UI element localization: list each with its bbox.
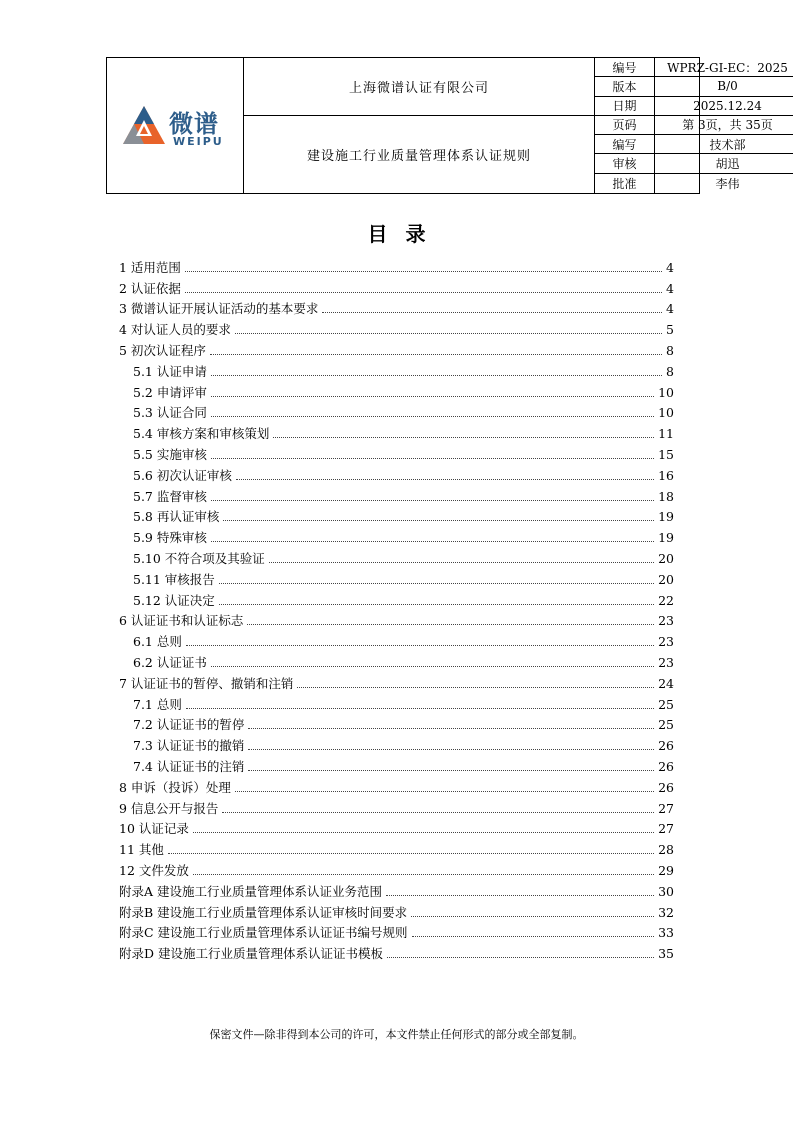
header-row-label: 批准 xyxy=(595,174,655,193)
toc-entry-page: 26 xyxy=(658,758,674,774)
toc-dot-leader xyxy=(185,292,662,293)
table-of-contents xyxy=(119,255,674,962)
toc-dot-leader xyxy=(193,832,654,833)
toc-dot-leader xyxy=(223,520,654,521)
toc-dot-leader xyxy=(412,936,655,937)
toc-entry-title: 5.2 申请评审 xyxy=(133,384,207,400)
toc-entry-title: 7.1 总则 xyxy=(133,696,182,712)
toc-dot-leader xyxy=(235,791,654,792)
company-name: 上海微谱认证有限公司 xyxy=(244,58,594,116)
header-row xyxy=(595,174,793,193)
toc-entry-title: 附录D 建设施工行业质量管理体系认证证书模板 xyxy=(119,946,383,962)
header-row-value: 技术部 xyxy=(709,137,746,152)
toc-entry-title: 2 认证依据 xyxy=(119,280,181,296)
confidential-footer: 保密文件—除非得到本公司的许可，本文件禁止任何形式的部分或全部复制。 xyxy=(209,1028,584,1041)
toc-dot-leader xyxy=(219,604,654,605)
toc-entry-page: 23 xyxy=(658,654,674,670)
toc-entry[interactable] xyxy=(119,775,674,796)
header-row-value: 第 3页，共 35页 xyxy=(682,118,773,133)
header-row-label: 日期 xyxy=(595,97,655,115)
header-row xyxy=(595,58,793,77)
header-row xyxy=(595,97,793,116)
header-row-label: 页码 xyxy=(595,116,655,134)
toc-title: 目录 xyxy=(367,222,444,246)
toc-entry-title: 5.6 初次认证审核 xyxy=(133,467,232,483)
toc-entry-page: 28 xyxy=(658,842,674,858)
header-middle xyxy=(244,58,595,193)
toc-entry-page: 16 xyxy=(658,467,674,483)
toc-entry-title: 11 其他 xyxy=(119,842,164,858)
toc-entry[interactable] xyxy=(119,338,674,359)
toc-entry-page: 23 xyxy=(658,613,674,629)
header-row xyxy=(595,116,793,135)
toc-entry-title: 5.11 审核报告 xyxy=(133,571,215,587)
logo-en-text: WEIPU xyxy=(173,135,224,148)
toc-entry[interactable] xyxy=(119,921,674,942)
header-row-value: WPRZ-GI-EC：2025 xyxy=(667,60,788,75)
toc-entry-page: 27 xyxy=(658,821,674,837)
toc-entry-page: 35 xyxy=(658,946,674,962)
toc-dot-leader xyxy=(168,853,654,854)
toc-dot-leader xyxy=(222,812,654,813)
toc-dot-leader xyxy=(186,645,654,646)
header-row xyxy=(595,77,793,96)
toc-entry-page: 4 xyxy=(666,280,674,296)
toc-entry-title: 4 对认证人员的要求 xyxy=(119,322,231,338)
toc-entry-title: 5.4 审核方案和审核策划 xyxy=(133,426,270,442)
toc-dot-leader xyxy=(235,333,662,334)
toc-entry-page: 26 xyxy=(658,738,674,754)
toc-entry-page: 32 xyxy=(658,904,674,920)
toc-entry-title: 5.7 监督审核 xyxy=(133,488,207,504)
toc-entry-title: 5.8 再认证审核 xyxy=(133,509,220,525)
toc-entry-title: 附录A 建设施工行业质量管理体系认证业务范围 xyxy=(119,883,383,899)
toc-entry-page: 19 xyxy=(658,509,674,525)
toc-dot-leader xyxy=(186,708,654,709)
toc-entry-page: 25 xyxy=(658,717,674,733)
toc-dot-leader xyxy=(248,770,654,771)
toc-entry-title: 5.12 认证决定 xyxy=(133,592,215,608)
toc-entry-page: 25 xyxy=(658,696,674,712)
toc-entry[interactable] xyxy=(119,609,674,630)
toc-entry[interactable] xyxy=(119,401,674,422)
header-row-value: 2025.12.24 xyxy=(693,98,762,113)
toc-entry-page: 5 xyxy=(666,322,674,338)
toc-entry-title: 1 适用范围 xyxy=(119,259,181,275)
toc-entry-page: 4 xyxy=(666,259,674,275)
toc-entry[interactable] xyxy=(119,484,674,505)
toc-dot-leader xyxy=(211,541,654,542)
toc-entry[interactable] xyxy=(119,733,674,754)
toc-entry-page: 24 xyxy=(658,675,674,691)
toc-dot-leader xyxy=(297,687,654,688)
toc-entry-page: 33 xyxy=(658,925,674,941)
toc-entry[interactable] xyxy=(119,546,674,567)
header-row-label: 审核 xyxy=(595,154,655,172)
toc-entry-title: 5.1 认证申请 xyxy=(133,363,207,379)
toc-entry-title: 12 文件发放 xyxy=(119,862,189,878)
toc-entry-title: 7.3 认证证书的撤销 xyxy=(133,738,245,754)
toc-dot-leader xyxy=(211,458,654,459)
toc-entry-title: 7 认证证书的暂停、撤销和注销 xyxy=(119,675,294,691)
toc-dot-leader xyxy=(387,957,654,958)
toc-entry-title: 5.9 特殊审核 xyxy=(133,530,207,546)
toc-entry[interactable] xyxy=(119,650,674,671)
toc-entry-page: 15 xyxy=(658,446,674,462)
toc-entry[interactable] xyxy=(119,837,674,858)
toc-entry-title: 5.5 实施审核 xyxy=(133,446,207,462)
toc-entry-page: 10 xyxy=(658,384,674,400)
company-logo xyxy=(121,104,236,154)
toc-entry[interactable] xyxy=(119,671,674,692)
toc-entry-page: 20 xyxy=(658,550,674,566)
toc-dot-leader xyxy=(211,396,654,397)
header-row-value: B/0 xyxy=(717,79,738,94)
toc-entry-page: 26 xyxy=(658,779,674,795)
toc-entry-title: 3 微谱认证开展认证活动的基本要求 xyxy=(119,301,319,317)
toc-entry-title: 7.4 认证证书的注销 xyxy=(133,758,245,774)
toc-entry[interactable] xyxy=(119,276,674,297)
toc-entry[interactable] xyxy=(119,525,674,546)
toc-dot-leader xyxy=(211,416,654,417)
toc-entry-page: 30 xyxy=(658,883,674,899)
toc-entry-title: 6.1 总则 xyxy=(133,634,182,650)
toc-entry[interactable] xyxy=(119,421,674,442)
toc-dot-leader xyxy=(185,271,662,272)
header-row-label: 编号 xyxy=(595,58,655,76)
toc-entry[interactable] xyxy=(119,754,674,775)
toc-entry-title: 9 信息公开与报告 xyxy=(119,800,219,816)
toc-entry-page: 29 xyxy=(658,862,674,878)
document-header-table xyxy=(106,57,788,194)
header-row xyxy=(595,135,793,154)
toc-entry[interactable] xyxy=(119,941,674,962)
toc-entry[interactable] xyxy=(119,588,674,609)
toc-dot-leader xyxy=(322,312,662,313)
toc-entry-title: 附录C 建设施工行业质量管理体系认证证书编号规则 xyxy=(119,925,408,941)
toc-dot-leader xyxy=(247,624,654,625)
toc-entry[interactable] xyxy=(119,317,674,338)
header-row-value: 胡迅 xyxy=(715,157,740,172)
toc-dot-leader xyxy=(248,749,654,750)
toc-dot-leader xyxy=(211,375,662,376)
toc-entry[interactable] xyxy=(119,380,674,401)
toc-entry-page: 8 xyxy=(666,342,674,358)
toc-entry-page: 18 xyxy=(658,488,674,504)
toc-entry-title: 6.2 认证证书 xyxy=(133,654,207,670)
toc-entry-page: 20 xyxy=(658,571,674,587)
toc-entry-title: 7.2 认证证书的暂停 xyxy=(133,717,245,733)
toc-dot-leader xyxy=(269,562,654,563)
weipu-emblem-icon xyxy=(121,104,167,150)
header-row xyxy=(595,154,793,173)
toc-entry-title: 附录B 建设施工行业质量管理体系认证审核时间要求 xyxy=(119,904,408,920)
toc-entry-title: 5 初次认证程序 xyxy=(119,342,206,358)
toc-entry[interactable] xyxy=(119,858,674,879)
toc-entry[interactable] xyxy=(119,442,674,463)
toc-entry[interactable] xyxy=(119,817,674,838)
toc-dot-leader xyxy=(211,500,654,501)
document-title: 建设施工行业质量管理体系认证规则 xyxy=(306,149,531,164)
toc-dot-leader xyxy=(211,666,654,667)
toc-entry-title: 5.3 认证合同 xyxy=(133,405,207,421)
toc-entry[interactable] xyxy=(119,255,674,276)
toc-entry-page: 8 xyxy=(666,363,674,379)
toc-entry[interactable] xyxy=(119,629,674,650)
toc-entry-page: 10 xyxy=(658,405,674,421)
header-info-rows xyxy=(595,58,788,193)
toc-dot-leader xyxy=(248,728,654,729)
toc-entry-title: 5.10 不符合项及其验证 xyxy=(133,550,265,566)
toc-entry[interactable] xyxy=(119,900,674,921)
toc-entry-page: 27 xyxy=(658,800,674,816)
header-row-label: 编写 xyxy=(595,135,655,153)
toc-entry[interactable] xyxy=(119,297,674,318)
toc-entry-page: 4 xyxy=(666,301,674,317)
toc-entry-page: 19 xyxy=(658,530,674,546)
toc-dot-leader xyxy=(236,479,654,480)
toc-dot-leader xyxy=(193,874,654,875)
toc-entry[interactable] xyxy=(119,692,674,713)
toc-dot-leader xyxy=(386,895,654,896)
logo-cell xyxy=(107,58,244,193)
toc-entry[interactable] xyxy=(119,463,674,484)
toc-entry[interactable] xyxy=(119,713,674,734)
toc-entry[interactable] xyxy=(119,879,674,900)
toc-entry[interactable] xyxy=(119,505,674,526)
toc-dot-leader xyxy=(210,354,662,355)
toc-entry-page: 22 xyxy=(658,592,674,608)
header-row-value: 李伟 xyxy=(715,176,740,191)
toc-entry-title: 10 认证记录 xyxy=(119,821,189,837)
header-row-label: 版本 xyxy=(595,77,655,95)
logo-cn-text: 微谱 xyxy=(169,110,219,138)
toc-entry[interactable] xyxy=(119,796,674,817)
toc-entry-title: 6 认证证书和认证标志 xyxy=(119,613,244,629)
toc-dot-leader xyxy=(219,583,654,584)
toc-entry-page: 11 xyxy=(658,426,674,442)
toc-dot-leader xyxy=(411,916,654,917)
toc-entry-title: 8 申诉（投诉）处理 xyxy=(119,779,231,795)
toc-entry-page: 23 xyxy=(658,634,674,650)
toc-dot-leader xyxy=(273,437,654,438)
toc-entry[interactable] xyxy=(119,567,674,588)
toc-entry[interactable] xyxy=(119,359,674,380)
